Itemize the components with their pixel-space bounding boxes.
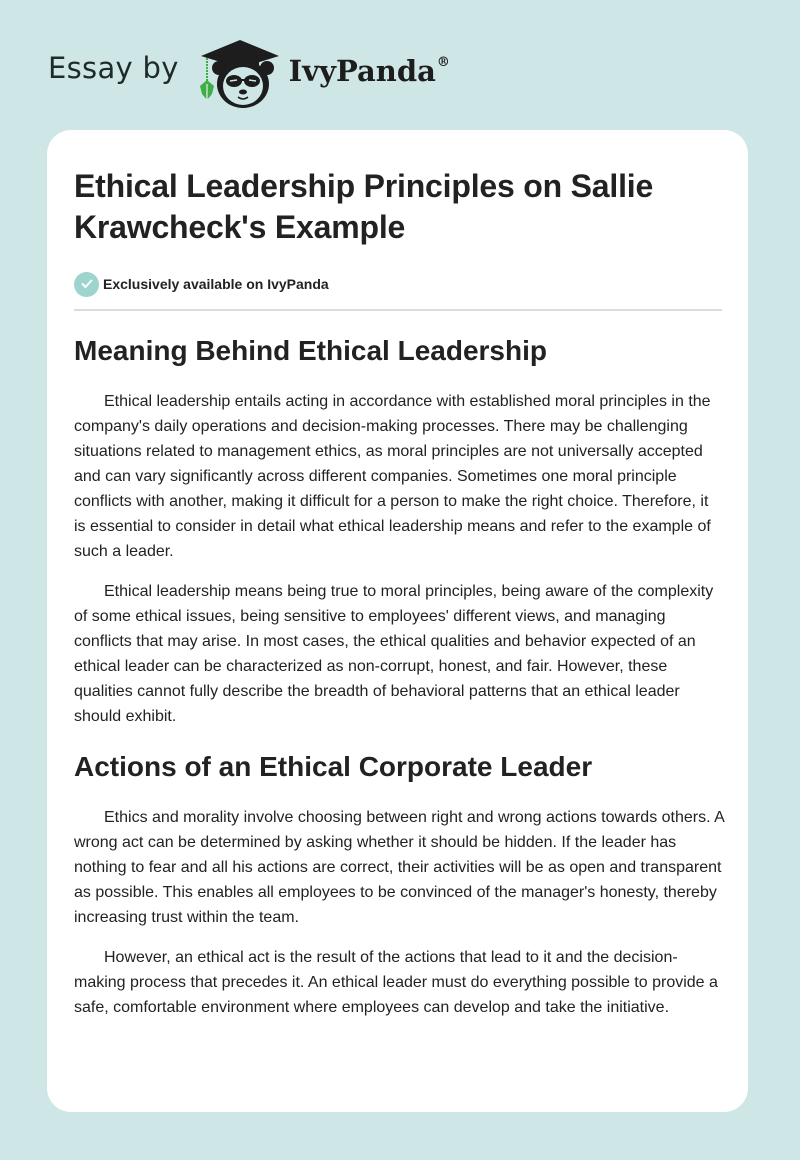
brand-text: IvyPanda [288, 54, 436, 88]
paragraph: However, an ethical act is the result of the actions that lead to it and the decision-making process that precedes it. An ethical leader must do everything possible to provide a safe, comfortable environment where employees can develop and take the initiative. [74, 949, 718, 1016]
registered-mark: ® [436, 55, 450, 71]
exclusive-text: Exclusively available on IvyPanda [103, 276, 329, 292]
exclusive-badge [74, 271, 724, 297]
check-circle-icon [74, 272, 99, 297]
title-divider [74, 309, 722, 311]
essay-content [74, 166, 724, 1020]
panda-graduate-icon[interactable] [197, 34, 283, 110]
section-heading: Meaning Behind Ethical Leadership [74, 335, 547, 366]
section-heading: Actions of an Ethical Corporate Leader [74, 751, 593, 782]
essay-title: Ethical Leadership Principles on Sallie Krawcheck's Example [74, 168, 654, 245]
essay-card [47, 130, 748, 1112]
essay-by-label: Essay by [48, 51, 179, 85]
paragraph: Ethical leadership entails acting in accordance with established moral principles in the company's daily operations and decision-making processes. There may be challenging situations related to management ethics, as moral principles are not universally accepted and can vary significantly across different companies. Sometimes one moral principle conflicts with another, making it difficult for a person to make the right choice. Therefore, it is essential to consider in detail what ethical leadership means and refer to the example of such a leader. [74, 393, 711, 560]
paragraph: Ethical leadership means being true to moral principles, being aware of the complexity of some ethical issues, being sensitive to employees' different views, and managing conflicts that may arise. In most cases, the ethical qualities and behavior expected of an ethical leader can be characterized as non-corrupt, honest, and fair. However, these qualities cannot fully describe the breadth of behavioral patterns that an ethical leader should exhibit. [74, 583, 714, 725]
site-header [48, 34, 450, 110]
paragraph: Ethics and morality involve choosing between right and wrong actions towards others. A wrong act can be determined by asking whether it should be hidden. If the leader has nothing to fear and all his actions are correct, their activities will be as open and transparent as possible. This enables all employees to be convinced of the manager's honesty, thereby increasing trust within the team. [74, 809, 724, 926]
brand-name[interactable] [289, 54, 450, 88]
